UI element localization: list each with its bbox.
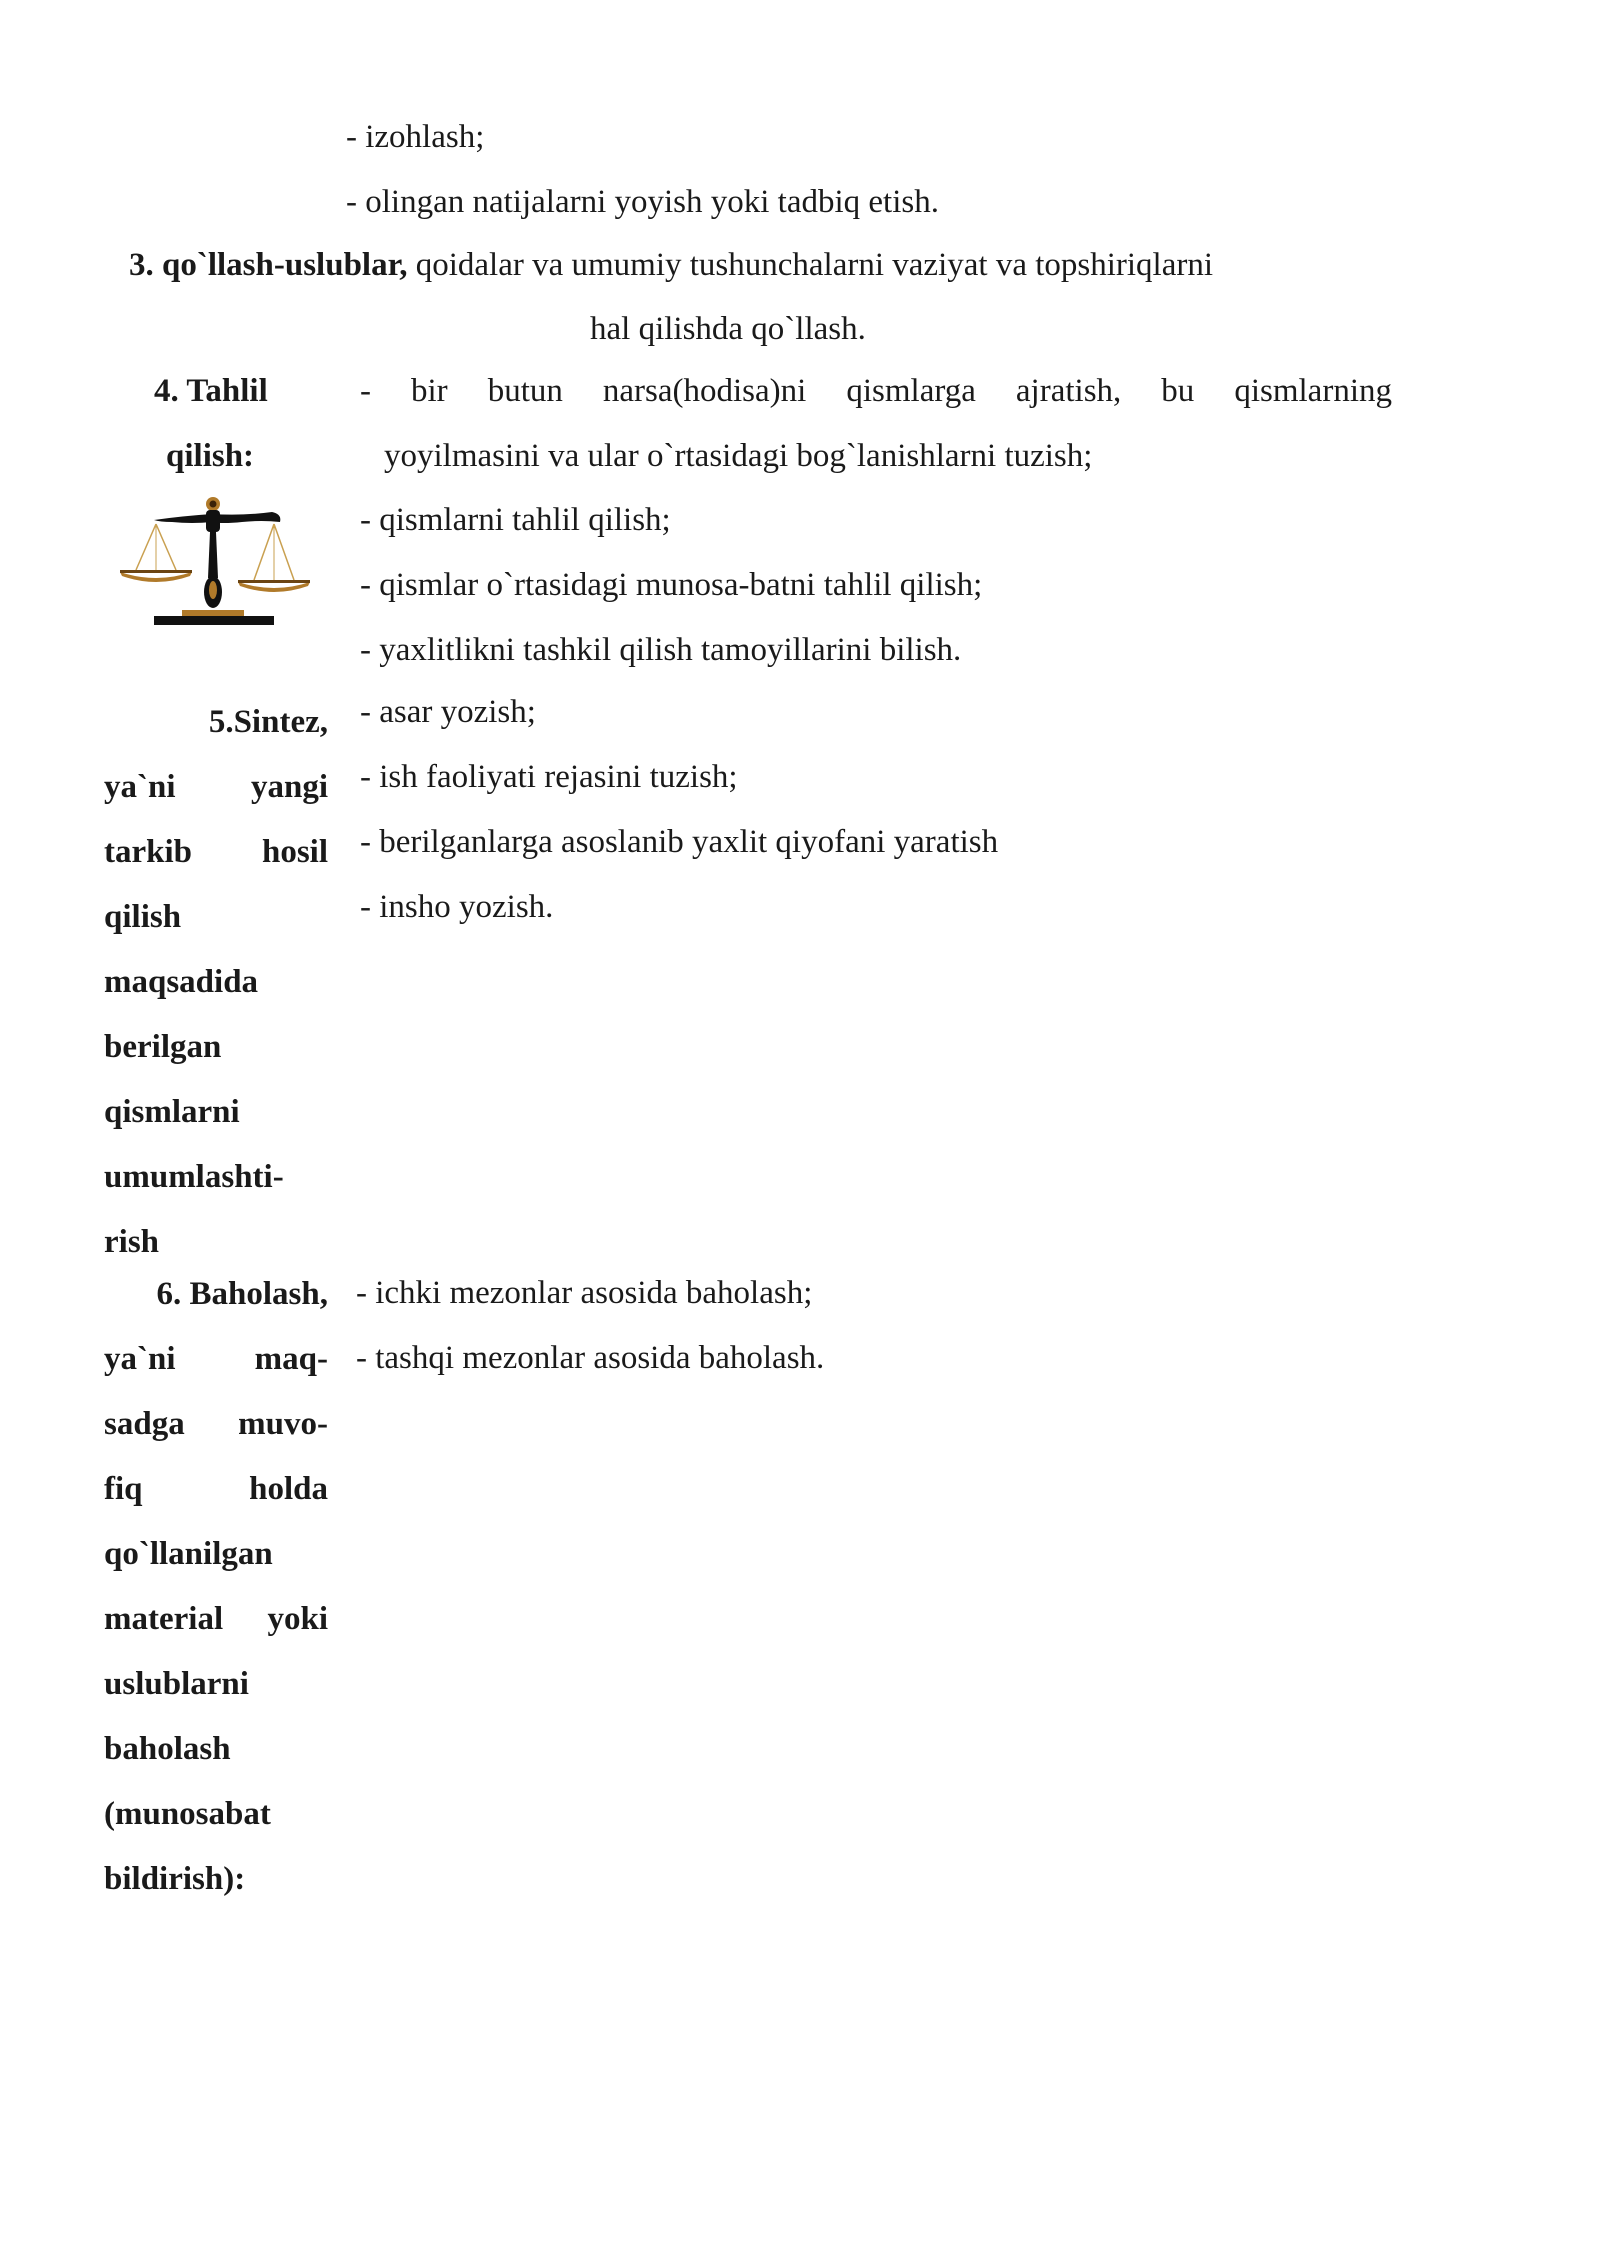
- section3-line: [129, 245, 1213, 285]
- section5-label: [104, 690, 328, 1275]
- section5-item-2: - ish faoliyati rejasini tuzish;: [360, 759, 738, 795]
- section4-item-2: - qismlarni tahlil qilish;: [360, 502, 671, 538]
- list-item-izohlash: - izohlash;: [346, 119, 485, 155]
- section6-item-1: - ichki mezonlar asosida baholash;: [356, 1275, 813, 1311]
- section6-label-line: baholash: [104, 1731, 231, 1767]
- section5-label-line: maqsadida: [104, 964, 259, 1000]
- section3-continuation: hal qilishda qo`llash.: [590, 311, 866, 347]
- section4-label-line2: qilish:: [166, 438, 255, 474]
- section5-label-line: ya`ni yangi: [104, 769, 328, 805]
- scales-of-justice-icon: [112, 492, 322, 637]
- section6-label-line: bildirish):: [104, 1861, 246, 1897]
- section5-item-1: - asar yozish;: [360, 694, 536, 730]
- section6-label-line: (munosabat: [104, 1796, 271, 1832]
- section3-text: qoidalar va umumiy tushunchalarni vaziyat va topshiriqlarni: [407, 247, 1214, 283]
- section6-label-line: uslublarni: [104, 1666, 249, 1702]
- section4-item-1-cont: yoyilmasini va ular o`rtasidagi bog`lanishlarni tuzish;: [384, 438, 1093, 474]
- section6-item-2: - tashqi mezonlar asosida baholash.: [356, 1340, 825, 1376]
- section4-item-1: - bir butun narsa(hodisa)ni qismlarga ajratish, bu qismlarning: [360, 373, 1392, 409]
- section4-label-line1: 4. Tahlil: [154, 373, 268, 409]
- section6-label-line: material yoki: [104, 1601, 328, 1637]
- section6-label-line: sadga muvo-: [104, 1406, 328, 1442]
- section5-label-line: qismlarni: [104, 1094, 240, 1130]
- section5-label-line: berilgan: [104, 1029, 222, 1065]
- section5-label-line: rish: [104, 1224, 160, 1260]
- section6-label-line: qo`llanilgan: [104, 1536, 273, 1572]
- section5-label-line: qilish: [104, 899, 182, 935]
- section5-label-line: tarkib hosil: [104, 834, 328, 870]
- section6-label: [104, 1262, 328, 1912]
- section6-label-line: fiq holda: [104, 1471, 328, 1507]
- list-item-natijalar: - olingan natijalarni yoyish yoki tadbiq etish.: [346, 184, 939, 220]
- section5-item-4: - insho yozish.: [360, 889, 554, 925]
- section5-label-line: umumlashti-: [104, 1159, 284, 1195]
- section3-title: 3. qo`llash-uslublar,: [129, 247, 408, 283]
- section6-label-line: 6. Baholash,: [156, 1276, 328, 1312]
- section4-item-3: - qismlar o`rtasidagi munosa-batni tahlil qilish;: [360, 567, 983, 603]
- section4-item-4: - yaxlitlikni tashkil qilish tamoyillarini bilish.: [360, 632, 962, 668]
- section6-label-line: ya`ni maq-: [104, 1341, 328, 1377]
- section5-item-3: - berilganlarga asoslanib yaxlit qiyofani yaratish: [360, 824, 999, 860]
- section5-label-line: 5.Sintez,: [208, 704, 328, 740]
